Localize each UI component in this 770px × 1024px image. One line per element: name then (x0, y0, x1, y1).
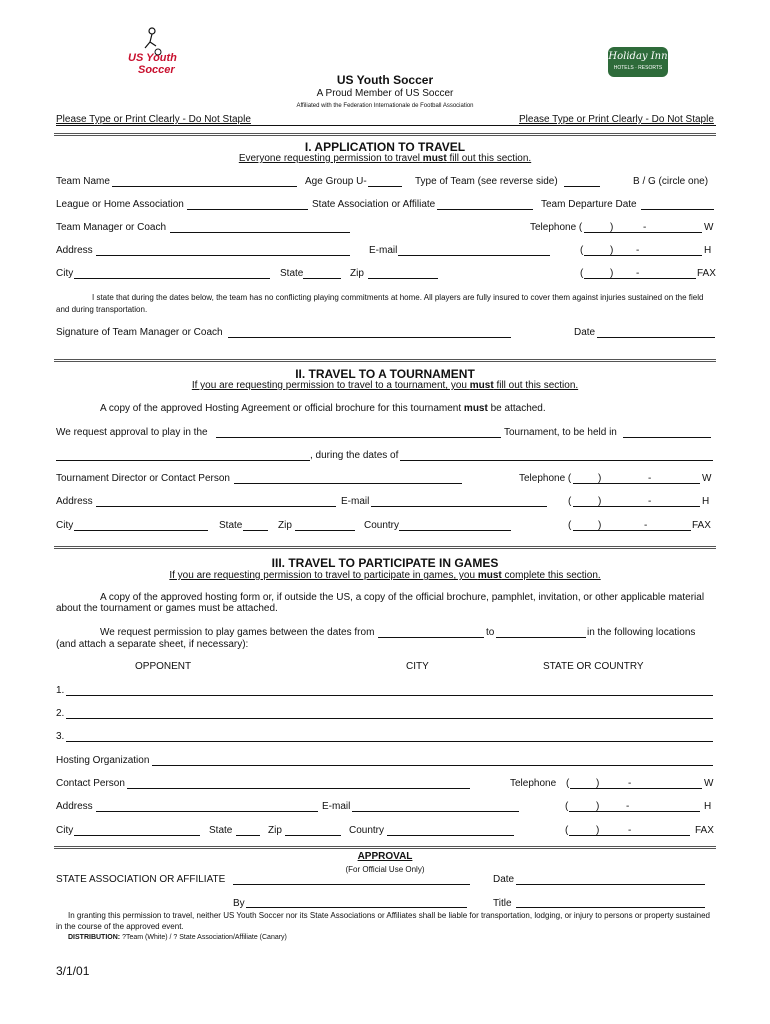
address-label: Address (56, 245, 93, 256)
zip-label: Zip (350, 268, 364, 279)
g-address-field[interactable] (96, 811, 318, 812)
game-row-2-field[interactable] (66, 718, 713, 719)
left-notice: Please Type or Print Clearly - Do Not Staple (56, 114, 251, 125)
section3-heading: III. TRAVEL TO PARTICIPATE IN GAMES (271, 556, 499, 570)
paren-close: ) (610, 245, 614, 256)
approval-by-field[interactable] (246, 907, 467, 908)
signature-field[interactable] (228, 337, 511, 338)
right-notice: Please Type or Print Clearly - Do Not Staple (519, 114, 714, 125)
gender-label: B / G (circle one) (633, 176, 709, 187)
paren-close: ) (598, 473, 602, 484)
g-country-field[interactable] (387, 835, 514, 836)
signature-date-label: Date (574, 327, 596, 338)
page-subtitle: A Proud Member of US Soccer (316, 88, 454, 99)
section2-heading: II. TRAVEL TO A TOURNAMENT (295, 367, 475, 381)
paren-close: ) (598, 496, 602, 507)
t2-fax-field[interactable] (573, 530, 691, 531)
zip-field[interactable] (368, 278, 438, 279)
signature-label: Signature of Team Manager or Coach (56, 327, 223, 338)
fax-field[interactable] (584, 278, 696, 279)
fax-suffix: FAX (692, 520, 711, 531)
g-contact-label: Contact Person (56, 778, 125, 789)
game-row-3-field[interactable] (66, 741, 713, 742)
to-date-field[interactable] (496, 637, 586, 638)
director-field[interactable] (234, 483, 462, 484)
section2-copy-note: A copy of the approved Hosting Agreement or official brochure for this tournament must be attached. (100, 403, 546, 414)
t2-telephone-w-field[interactable] (573, 483, 700, 484)
t2-state-field[interactable] (243, 530, 268, 531)
section1-subheading: Everyone requesting permission to travel must fill out this section. (238, 153, 532, 164)
logo-text-line1: US Youth (128, 52, 177, 64)
sponsor-logo-sub: HOTELS · RESORTS (613, 65, 663, 71)
dash: - (648, 496, 652, 507)
distribution-note: DISTRIBUTION: ?Team (White) / ? State Association/Affiliate (Canary) (68, 934, 287, 941)
g-telephone-h-field[interactable] (569, 811, 700, 812)
paren-open: ( (580, 268, 584, 279)
w-suffix: W (704, 222, 714, 233)
paren-open: ( (566, 778, 570, 789)
footer-date: 3/1/01 (56, 964, 90, 978)
approval-title-label: Title (493, 898, 512, 909)
game-row-2-number: 2. (56, 708, 65, 719)
paren-open: ( (568, 520, 572, 531)
w-suffix: W (702, 473, 712, 484)
dash: - (628, 825, 632, 836)
g-telephone-label: Telephone (510, 778, 557, 789)
t2-email-field[interactable] (371, 506, 547, 507)
g-city-field[interactable] (74, 835, 200, 836)
paren-open: ( (565, 825, 569, 836)
paren-close: ) (596, 801, 600, 812)
hosting-label: Hosting Organization (56, 755, 150, 766)
fax-suffix: FAX (697, 268, 716, 279)
t2-city-label: City (56, 520, 74, 531)
paren-open: ( (565, 801, 569, 812)
t2-telephone-label: Telephone ( (519, 473, 572, 484)
team-name-field[interactable] (112, 186, 297, 187)
departure-date-field[interactable] (641, 209, 714, 210)
t2-address-label: Address (56, 496, 93, 507)
approval-title-field[interactable] (516, 907, 705, 908)
telephone-label: Telephone ( (530, 222, 583, 233)
paren-open: ( (580, 245, 584, 256)
request-label: We request approval to play in the (56, 427, 208, 438)
manager-field[interactable] (170, 232, 350, 233)
approval-sub: (For Official Use Only) (345, 865, 425, 874)
approval-assoc-field[interactable] (233, 884, 470, 885)
g-email-label: E-mail (322, 801, 351, 812)
approval-assoc-label: STATE ASSOCIATION OR AFFILIATE (56, 874, 226, 885)
permission-label: We request permission to play games between the dates from (100, 627, 375, 638)
state-assoc-label: State Association or Affiliate (312, 199, 436, 210)
t2-country-label: Country (364, 520, 400, 531)
col-state: STATE OR COUNTRY (543, 661, 644, 672)
hosting-field[interactable] (152, 765, 713, 766)
paren-close: ) (596, 778, 600, 789)
g-zip-field[interactable] (285, 835, 341, 836)
state-assoc-field[interactable] (437, 209, 533, 210)
email-field[interactable] (398, 255, 550, 256)
g-state-field[interactable] (236, 835, 260, 836)
t2-state-label: State (219, 520, 243, 531)
manager-label: Team Manager or Coach (56, 222, 167, 233)
league-field[interactable] (187, 209, 308, 210)
dash: - (636, 245, 640, 256)
t2-city-field[interactable] (74, 530, 208, 531)
col-city: CITY (406, 661, 429, 672)
t2-zip-field[interactable] (295, 530, 355, 531)
approval-date-label: Date (493, 874, 515, 885)
dates-field[interactable] (400, 460, 713, 461)
dash: - (643, 222, 647, 233)
g-city-label: City (56, 825, 74, 836)
from-date-field[interactable] (378, 637, 484, 638)
page-title: US Youth Soccer (336, 73, 434, 87)
type-of-team-label: Type of Team (see reverse side) (415, 176, 558, 187)
section1-statement: I state that during the dates below, the team has no conflicting playing commitments at home. All players are fully insured to cover them against injuries sustained on the field and during transportation. (56, 293, 704, 314)
approval-date-field[interactable] (516, 884, 705, 885)
during-label: , during the dates of (310, 450, 399, 461)
locations-label: in the following locations (587, 627, 696, 638)
attach-note: (and attach a separate sheet, if necessary): (56, 639, 249, 650)
dash: - (636, 268, 640, 279)
signature-date-field[interactable] (597, 337, 715, 338)
age-group-field[interactable] (368, 186, 402, 187)
telephone-h-field[interactable] (584, 255, 702, 256)
league-label: League or Home Association (56, 199, 184, 210)
dash: - (648, 473, 652, 484)
affiliation-note: Affiliated with the Federation Internationale de Football Association (296, 103, 474, 109)
held-in-field[interactable] (623, 437, 711, 438)
game-row-3-number: 3. (56, 731, 65, 742)
g-contact-field[interactable] (127, 788, 470, 789)
city-field[interactable] (74, 278, 270, 279)
paren-open: ( (568, 496, 572, 507)
g-telephone-w-field[interactable] (570, 788, 702, 789)
fax-suffix: FAX (695, 825, 714, 836)
g-zip-label: Zip (268, 825, 282, 836)
w-suffix: W (704, 778, 714, 789)
game-row-1-field[interactable] (66, 695, 713, 696)
t2-country-field[interactable] (399, 530, 511, 531)
h-suffix: H (704, 245, 712, 256)
state-label: State (280, 268, 304, 279)
h-suffix: H (704, 801, 712, 812)
city-label: City (56, 268, 74, 279)
approval-heading: APPROVAL (357, 851, 413, 862)
section1-heading: I. APPLICATION TO TRAVEL (304, 140, 466, 154)
tournament-name-field[interactable] (216, 437, 501, 438)
paren-close: ) (610, 222, 614, 233)
h-suffix: H (702, 496, 710, 507)
paren-close: ) (598, 520, 602, 531)
dash: - (626, 801, 630, 812)
paren-close: ) (610, 268, 614, 279)
departure-date-label: Team Departure Date (541, 199, 637, 210)
g-country-label: Country (349, 825, 385, 836)
dash: - (644, 520, 648, 531)
t2-zip-label: Zip (278, 520, 292, 531)
type-of-team-field[interactable] (564, 186, 600, 187)
age-group-label: Age Group U- (305, 176, 367, 187)
logo-text-line2: Soccer (138, 64, 175, 76)
paren-close: ) (596, 825, 600, 836)
approval-by-label: By (233, 898, 245, 909)
email-label: E-mail (369, 245, 398, 256)
director-label: Tournament Director or Contact Person (56, 473, 230, 484)
g-state-label: State (209, 825, 233, 836)
t2-email-label: E-mail (341, 496, 370, 507)
t2-address-field[interactable] (96, 506, 336, 507)
t2-telephone-h-field[interactable] (573, 506, 700, 507)
section3-copy-note: A copy of the approved hosting form or, if outside the US, a copy of the official brochure, pamphlet, invitation, or other applicable material about the tournament or games must be attached. (56, 592, 705, 614)
section2-subheading: If you are requesting permission to travel to a tournament, you must fill out this section. (191, 380, 579, 391)
address-field[interactable] (96, 255, 350, 256)
game-row-1-number: 1. (56, 685, 65, 696)
g-email-field[interactable] (352, 811, 519, 812)
approval-disclaimer: In granting this permission to travel, neither US Youth Soccer nor its State Associations or Affiliates shall be liable for transportation, lodging, or injury to persons or property sustained in the course of the approved event. (56, 911, 710, 931)
to-label: to (486, 627, 495, 638)
state-field[interactable] (303, 278, 341, 279)
section3-subheading: If you are requesting permission to travel to participate in games, you must complete this section. (169, 570, 601, 581)
g-address-label: Address (56, 801, 93, 812)
sponsor-logo-text: Holiday Inn (608, 51, 668, 62)
held-in-continued-field[interactable] (56, 460, 310, 461)
col-opponent: OPPONENT (135, 661, 192, 672)
team-name-label: Team Name (56, 176, 110, 187)
held-in-label: Tournament, to be held in (504, 427, 617, 438)
dash: - (628, 778, 632, 789)
